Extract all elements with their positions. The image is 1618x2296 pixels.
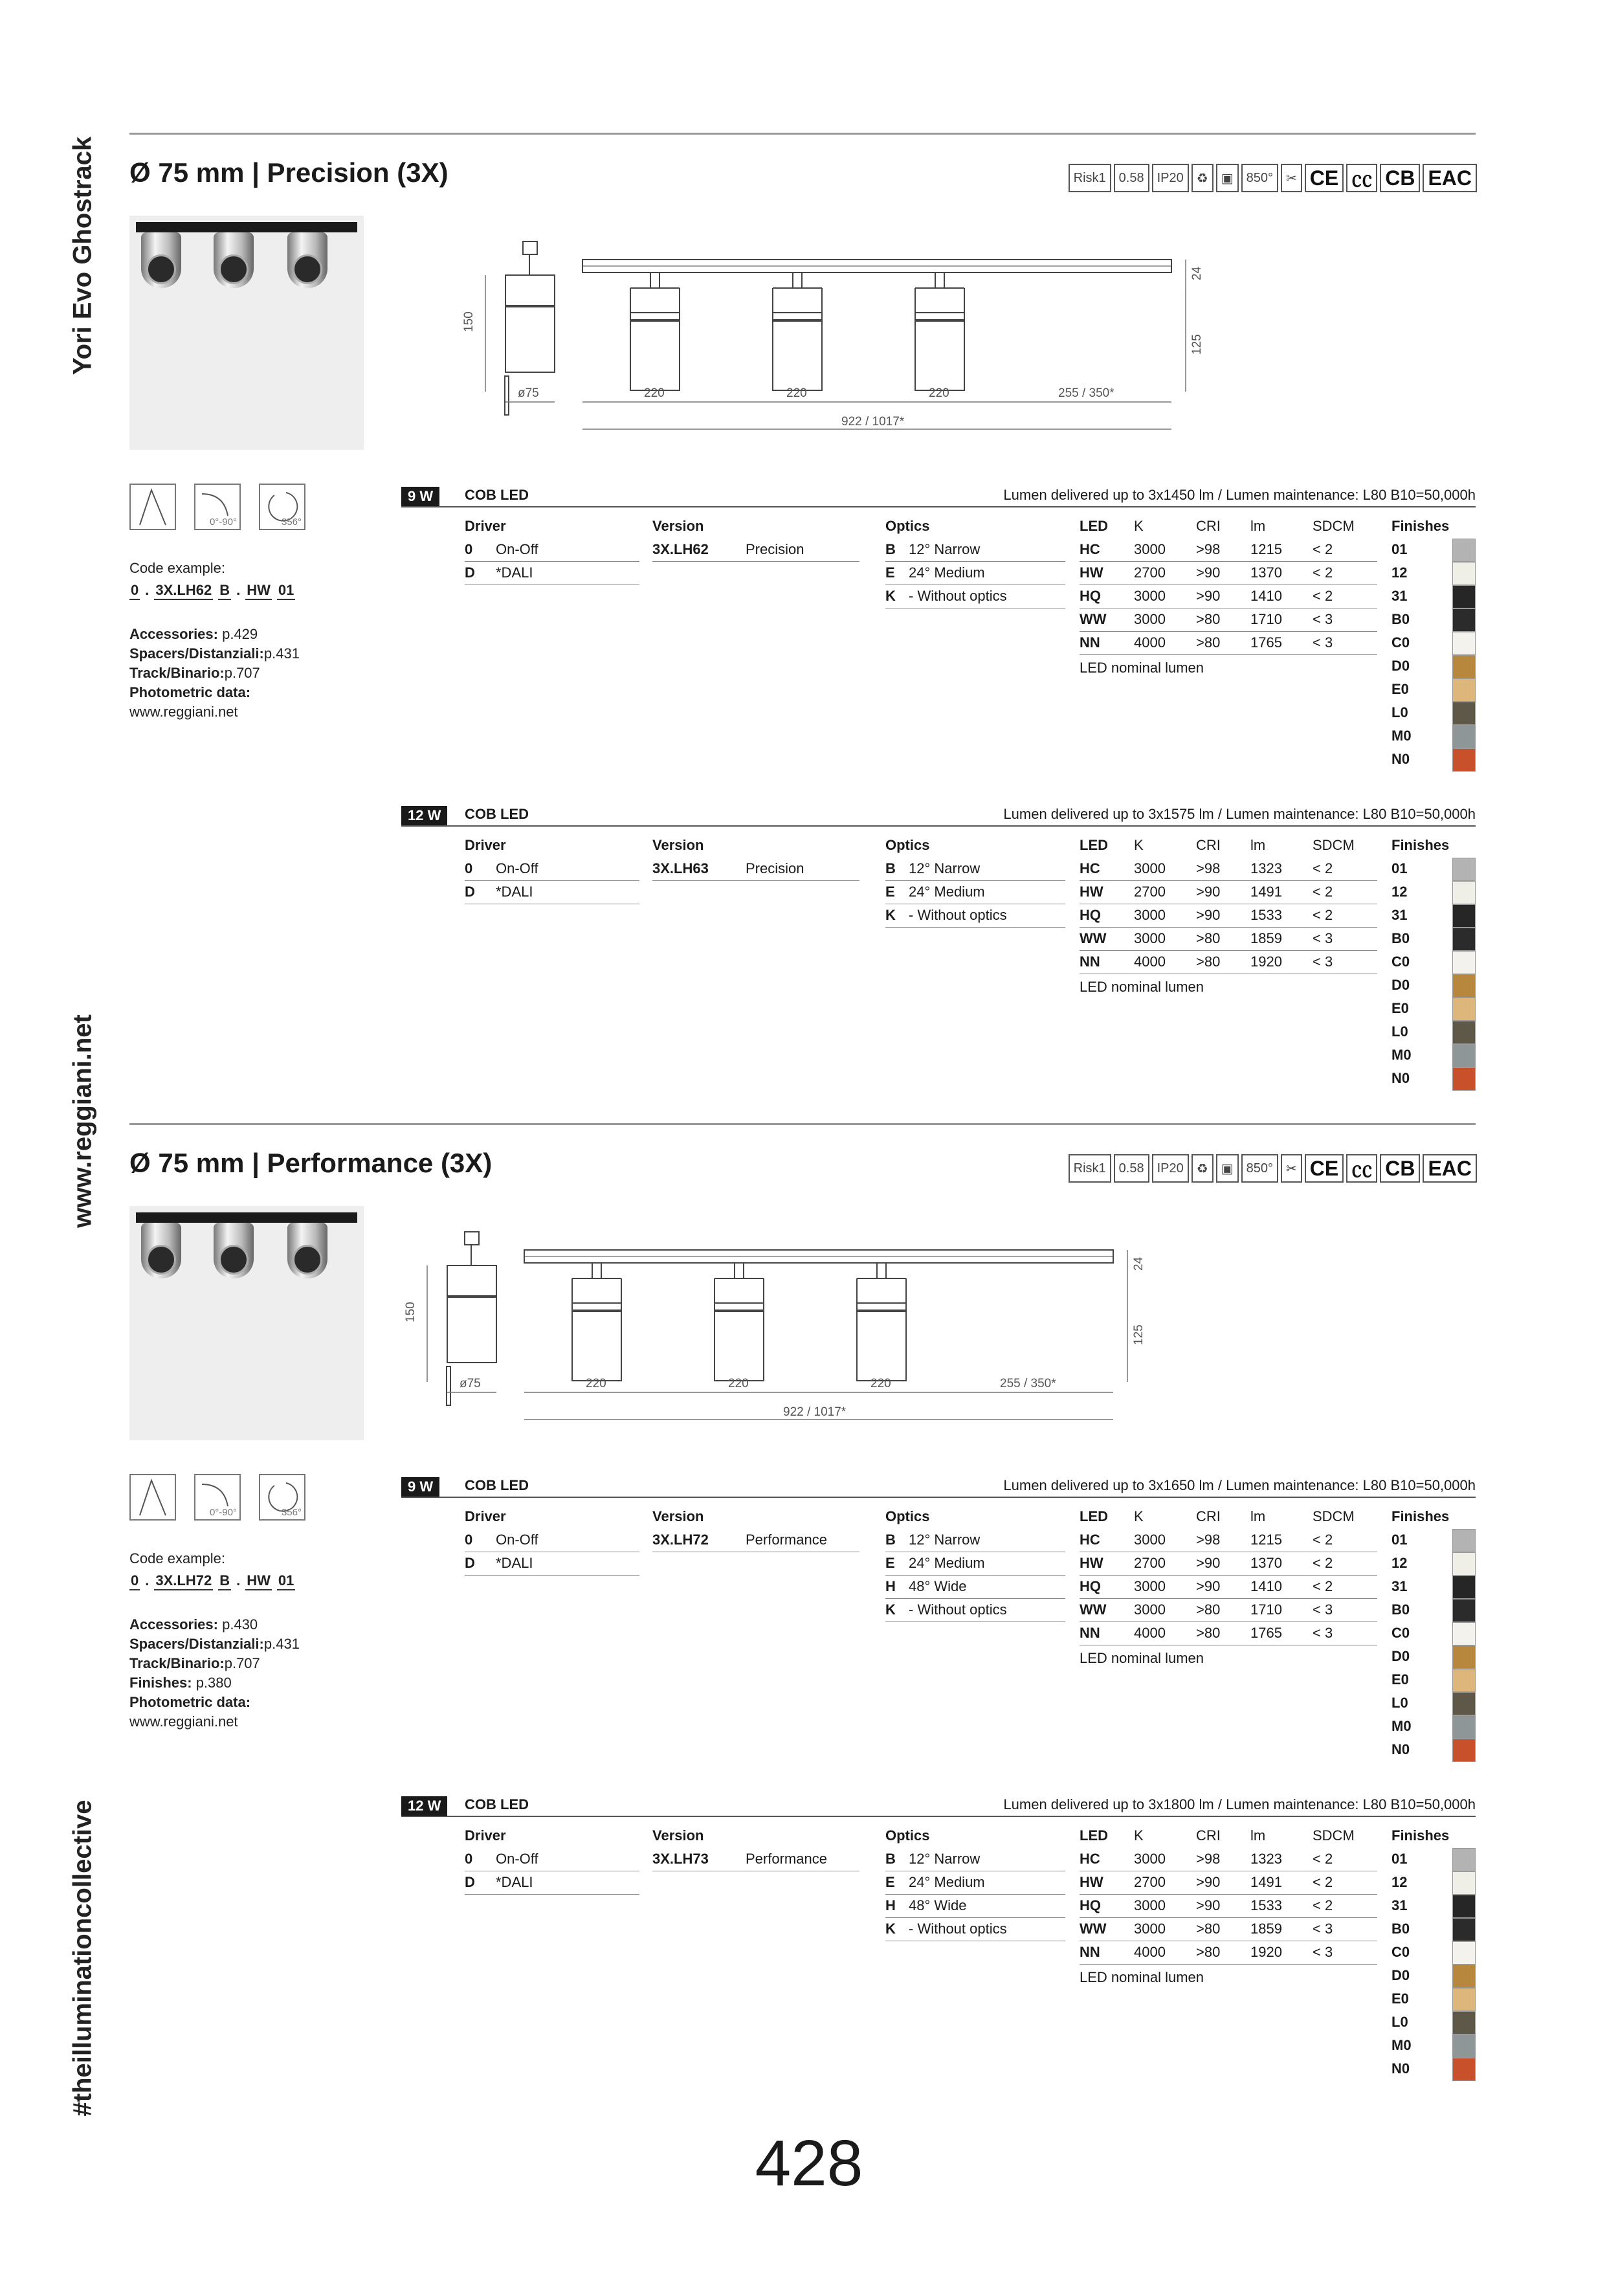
code-part: B <box>218 582 231 600</box>
finishes-column <box>1391 515 1476 772</box>
wattage-badge: 9 W <box>401 487 439 506</box>
led-row: HC 3000 >98 1215 < 2 <box>1080 539 1377 562</box>
optics-header: Optics <box>885 1827 930 1844</box>
finish-row: L0 <box>1391 1692 1476 1715</box>
finish-row: 01 <box>1391 858 1476 881</box>
finish-row: E0 <box>1391 678 1476 702</box>
page-number: 428 <box>755 2127 863 2200</box>
led-row: HQ 3000 >90 1533 < 2 <box>1080 1895 1377 1918</box>
led-row: WW 3000 >80 1859 < 3 <box>1080 1918 1377 1941</box>
beam-icon <box>129 484 176 530</box>
optics-header: Optics <box>885 837 930 853</box>
finish-swatch <box>1452 1739 1476 1762</box>
finish-swatch <box>1452 1692 1476 1715</box>
led-row: HW 2700 >90 1370 < 2 <box>1080 1552 1377 1576</box>
certification-icons <box>1069 164 1477 192</box>
code-part: B <box>218 1572 231 1590</box>
product-section <box>0 1123 1618 2094</box>
finishes-header: Finishes <box>1391 518 1450 534</box>
optics-row: H 48° Wide <box>885 1576 1065 1599</box>
optics-column <box>885 1506 1065 1622</box>
cert-icon: ㏄ <box>1346 1154 1377 1183</box>
finish-swatch <box>1452 904 1476 928</box>
section-title: Ø 75 mm | Performance (3X) <box>129 1148 493 1178</box>
code-part: HW <box>245 582 272 600</box>
cert-icon: 0.58 <box>1114 1154 1149 1183</box>
led-row: HQ 3000 >90 1410 < 2 <box>1080 1576 1377 1599</box>
led-row: NN 4000 >80 1920 < 3 <box>1080 1941 1377 1965</box>
finish-swatch <box>1452 1715 1476 1739</box>
finish-swatch <box>1452 748 1476 772</box>
code-label: Code example: <box>129 560 225 576</box>
cert-icon: CE <box>1305 1154 1344 1183</box>
finish-swatch <box>1452 1941 1476 1965</box>
finish-swatch <box>1452 1669 1476 1692</box>
cert-icon: CE <box>1305 164 1344 192</box>
code-sep: . <box>236 582 241 598</box>
led-column <box>1080 1825 1377 1988</box>
finish-swatch <box>1452 725 1476 748</box>
nominal-note: LED nominal lumen <box>1080 660 1204 676</box>
dim-diameter: ø75 <box>460 1377 481 1390</box>
dim-diameter: ø75 <box>518 386 539 400</box>
driver-row: 0 On-Off <box>465 858 639 881</box>
finish-swatch <box>1452 585 1476 608</box>
led-row: HC 3000 >98 1323 < 2 <box>1080 1848 1377 1871</box>
driver-row: D *DALI <box>465 1552 639 1576</box>
optics-row: E 24° Medium <box>885 562 1065 585</box>
dimension-drawing <box>421 216 1262 462</box>
version-header: Version <box>652 837 704 853</box>
cert-icon: Risk1 <box>1069 164 1111 192</box>
side-url: www.reggiani.net <box>68 1014 97 1228</box>
finish-row: C0 <box>1391 632 1476 655</box>
finishes-column <box>1391 834 1476 1091</box>
led-row: NN 4000 >80 1765 < 3 <box>1080 1622 1377 1645</box>
finish-row: E0 <box>1391 998 1476 1021</box>
cob-label: COB LED <box>465 806 529 822</box>
cert-icon: ✂ <box>1281 1154 1302 1183</box>
led-header: LED K CRI lm SDCM <box>1080 518 1355 534</box>
reference-line: Accessories: p.430 <box>129 1616 258 1633</box>
code-example <box>129 560 295 600</box>
rotate-icon <box>259 1474 305 1521</box>
led-row: NN 4000 >80 1920 < 3 <box>1080 951 1377 974</box>
reference-line: www.reggiani.net <box>129 704 238 720</box>
finish-swatch <box>1452 562 1476 585</box>
optics-row: E 24° Medium <box>885 881 1065 904</box>
led-row: HW 2700 >90 1491 < 2 <box>1080 1871 1377 1895</box>
led-row: NN 4000 >80 1765 < 3 <box>1080 632 1377 655</box>
finish-swatch <box>1452 1918 1476 1941</box>
dim-spacing: 220 <box>586 1377 606 1390</box>
cert-icon: EAC <box>1423 164 1477 192</box>
finish-row: M0 <box>1391 2034 1476 2058</box>
tilt-icon <box>194 484 241 530</box>
wattage-badge: 12 W <box>401 806 447 825</box>
nominal-note: LED nominal lumen <box>1080 1650 1204 1666</box>
version-column <box>652 1506 859 1552</box>
side-title: Yori Evo Ghostrack <box>68 136 97 375</box>
cert-icon: 850° <box>1241 164 1278 192</box>
driver-row: 0 On-Off <box>465 1529 639 1552</box>
dim-spacing: 220 <box>870 1377 891 1390</box>
dim-spacing: 220 <box>728 1377 749 1390</box>
reference-line: Photometric data: <box>129 684 251 700</box>
finish-row: 01 <box>1391 1529 1476 1552</box>
led-column <box>1080 834 1377 998</box>
code-sep: . <box>145 1572 150 1588</box>
nominal-note: LED nominal lumen <box>1080 1969 1204 1985</box>
led-row: HC 3000 >98 1215 < 2 <box>1080 1529 1377 1552</box>
driver-row: 0 On-Off <box>465 1848 639 1871</box>
dim-total: 922 / 1017* <box>783 1405 847 1419</box>
finish-row: 31 <box>1391 585 1476 608</box>
finish-row: E0 <box>1391 1669 1476 1692</box>
led-row: HW 2700 >90 1370 < 2 <box>1080 562 1377 585</box>
dim-height: 150 <box>404 1302 417 1322</box>
finish-row: B0 <box>1391 1599 1476 1622</box>
finish-row: B0 <box>1391 928 1476 951</box>
finish-swatch <box>1452 1067 1476 1091</box>
product-photo <box>129 1206 364 1440</box>
dim-body: 125 <box>1190 334 1204 355</box>
finish-swatch <box>1452 881 1476 904</box>
wattage-table <box>401 805 1476 1096</box>
wattage-table <box>401 485 1476 777</box>
cert-icon: ▣ <box>1216 1154 1239 1183</box>
optics-row: K - Without optics <box>885 904 1065 928</box>
finishes-column <box>1391 1825 1476 2081</box>
finish-swatch <box>1452 928 1476 951</box>
dim-spacing: 220 <box>786 386 807 400</box>
finish-swatch <box>1452 858 1476 881</box>
references <box>129 625 300 722</box>
finish-row: M0 <box>1391 725 1476 748</box>
finish-row: L0 <box>1391 2011 1476 2034</box>
optics-row: B 12° Narrow <box>885 858 1065 881</box>
version-row: 3X.LH72 Performance <box>652 1529 859 1552</box>
divider <box>129 133 1476 135</box>
lumen-note: Lumen delivered up to 3x1800 lm / Lumen maintenance: L80 B10=50,000h <box>1003 1796 1476 1812</box>
driver-row: D *DALI <box>465 881 639 904</box>
spotlight-image <box>287 232 327 288</box>
nominal-note: LED nominal lumen <box>1080 979 1204 995</box>
led-row: HC 3000 >98 1323 < 2 <box>1080 858 1377 881</box>
certification-icons <box>1069 1154 1477 1183</box>
cert-icon: EAC <box>1423 1154 1477 1183</box>
code-part: 0 <box>129 1572 140 1590</box>
references <box>129 1615 300 1732</box>
finish-row: 12 <box>1391 1871 1476 1895</box>
finish-swatch <box>1452 1021 1476 1044</box>
led-header: LED K CRI lm SDCM <box>1080 1508 1355 1524</box>
finish-row: N0 <box>1391 2058 1476 2081</box>
cert-icon: ㏄ <box>1346 164 1377 192</box>
led-row: WW 3000 >80 1710 < 3 <box>1080 1599 1377 1622</box>
code-part: HW <box>245 1572 272 1590</box>
version-column <box>652 1825 859 1871</box>
led-row: HQ 3000 >90 1533 < 2 <box>1080 904 1377 928</box>
finish-row: 31 <box>1391 1895 1476 1918</box>
code-label: Code example: <box>129 1550 225 1566</box>
dim-end: 255 / 350* <box>1000 1377 1056 1390</box>
reference-line: Spacers/Distanziali:p.431 <box>129 1636 300 1652</box>
beam-icon <box>129 1474 176 1521</box>
version-column <box>652 834 859 881</box>
finish-swatch <box>1452 1965 1476 1988</box>
spotlight-image <box>141 232 181 288</box>
rotate-label: 356° <box>281 1507 302 1518</box>
spotlight-image <box>287 1223 327 1278</box>
optics-row: E 24° Medium <box>885 1871 1065 1895</box>
reference-line: Track/Binario:p.707 <box>129 1655 260 1671</box>
divider <box>129 1123 1476 1125</box>
dim-total: 922 / 1017* <box>841 415 905 429</box>
cert-icon: CB <box>1380 164 1420 192</box>
dim-height: 150 <box>462 311 476 332</box>
spotlight-image <box>214 1223 254 1278</box>
version-header: Version <box>652 518 704 534</box>
finish-row: 01 <box>1391 539 1476 562</box>
finish-row: 31 <box>1391 1576 1476 1599</box>
finish-row: 12 <box>1391 1552 1476 1576</box>
finish-swatch <box>1452 1645 1476 1669</box>
finish-swatch <box>1452 655 1476 678</box>
code-part: 01 <box>277 582 295 600</box>
finish-swatch <box>1452 678 1476 702</box>
code-part: 3X.LH62 <box>154 582 213 600</box>
feature-icons <box>129 1474 305 1521</box>
code-example <box>129 1550 295 1590</box>
tilt-icon <box>194 1474 241 1521</box>
rotate-icon <box>259 484 305 530</box>
wattage-badge: 12 W <box>401 1796 447 1816</box>
spotlight-image <box>141 1223 181 1278</box>
lumen-note: Lumen delivered up to 3x1650 lm / Lumen maintenance: L80 B10=50,000h <box>1003 1477 1476 1493</box>
led-column <box>1080 515 1377 678</box>
led-row: WW 3000 >80 1859 < 3 <box>1080 928 1377 951</box>
cert-icon: ♻ <box>1191 164 1214 192</box>
optics-column <box>885 515 1065 608</box>
cert-icon: Risk1 <box>1069 1154 1111 1183</box>
finish-swatch <box>1452 2011 1476 2034</box>
feature-icons <box>129 484 305 530</box>
driver-header: Driver <box>465 837 506 853</box>
optics-row: E 24° Medium <box>885 1552 1065 1576</box>
product-section <box>0 133 1618 1104</box>
cert-icon: ▣ <box>1216 164 1239 192</box>
spotlight-image <box>214 232 254 288</box>
finishes-header: Finishes <box>1391 1827 1450 1844</box>
optics-row: K - Without optics <box>885 1918 1065 1941</box>
driver-row: D *DALI <box>465 562 639 585</box>
reference-line: Accessories: p.429 <box>129 626 258 642</box>
wattage-badge: 9 W <box>401 1477 439 1497</box>
finish-row: D0 <box>1391 1645 1476 1669</box>
finish-swatch <box>1452 1988 1476 2011</box>
dim-rail: 24 <box>1190 266 1204 280</box>
driver-header: Driver <box>465 1827 506 1844</box>
finish-row: C0 <box>1391 951 1476 974</box>
led-header: LED K CRI lm SDCM <box>1080 837 1355 853</box>
version-row: 3X.LH63 Precision <box>652 858 859 881</box>
optics-row: H 48° Wide <box>885 1895 1065 1918</box>
finish-swatch <box>1452 1552 1476 1576</box>
reference-line: Finishes: p.380 <box>129 1675 232 1691</box>
finish-row: L0 <box>1391 1021 1476 1044</box>
cert-icon: ✂ <box>1281 164 1302 192</box>
finish-swatch <box>1452 632 1476 655</box>
driver-header: Driver <box>465 1508 506 1524</box>
cob-label: COB LED <box>465 1796 529 1812</box>
tilt-label: 0°-90° <box>209 1507 237 1518</box>
optics-header: Optics <box>885 1508 930 1524</box>
dim-spacing: 220 <box>929 386 949 400</box>
version-row: 3X.LH62 Precision <box>652 539 859 562</box>
finishes-header: Finishes <box>1391 837 1450 853</box>
finish-row: 31 <box>1391 904 1476 928</box>
wattage-table <box>401 1795 1476 2086</box>
finish-row: M0 <box>1391 1715 1476 1739</box>
dim-body: 125 <box>1132 1324 1146 1345</box>
driver-column <box>465 834 639 904</box>
tilt-label: 0°-90° <box>209 517 237 528</box>
optics-row: K - Without optics <box>885 1599 1065 1622</box>
finish-row: D0 <box>1391 655 1476 678</box>
cob-label: COB LED <box>465 487 529 503</box>
finish-row: D0 <box>1391 1965 1476 1988</box>
finish-swatch <box>1452 1848 1476 1871</box>
finish-swatch <box>1452 1529 1476 1552</box>
finish-swatch <box>1452 2058 1476 2081</box>
driver-column <box>465 515 639 585</box>
finish-row: C0 <box>1391 1622 1476 1645</box>
code-sep: . <box>145 582 150 598</box>
finish-row: B0 <box>1391 608 1476 632</box>
lumen-note: Lumen delivered up to 3x1450 lm / Lumen maintenance: L80 B10=50,000h <box>1003 487 1476 503</box>
side-hashtag: #theilluminationcollective <box>68 1800 97 2117</box>
driver-column <box>465 1825 639 1895</box>
finish-row: C0 <box>1391 1941 1476 1965</box>
section-title: Ø 75 mm | Precision (3X) <box>129 157 449 188</box>
optics-row: K - Without optics <box>885 585 1065 608</box>
rotate-label: 356° <box>281 517 302 528</box>
finish-swatch <box>1452 1895 1476 1918</box>
cert-icon: 850° <box>1241 1154 1278 1183</box>
dim-rail: 24 <box>1132 1256 1146 1271</box>
finish-swatch <box>1452 974 1476 998</box>
finish-swatch <box>1452 951 1476 974</box>
led-row: HQ 3000 >90 1410 < 2 <box>1080 585 1377 608</box>
driver-header: Driver <box>465 518 506 534</box>
optics-row: B 12° Narrow <box>885 1529 1065 1552</box>
version-column <box>652 515 859 562</box>
reference-line: Track/Binario:p.707 <box>129 665 260 681</box>
finish-row: B0 <box>1391 1918 1476 1941</box>
driver-row: 0 On-Off <box>465 539 639 562</box>
finish-row: 12 <box>1391 881 1476 904</box>
reference-line: www.reggiani.net <box>129 1713 238 1730</box>
dimension-drawing <box>362 1206 1204 1452</box>
version-row: 3X.LH73 Performance <box>652 1848 859 1871</box>
optics-row: B 12° Narrow <box>885 1848 1065 1871</box>
finish-row: N0 <box>1391 748 1476 772</box>
cert-icon: 0.58 <box>1114 164 1149 192</box>
optics-header: Optics <box>885 518 930 534</box>
cert-icon: ♻ <box>1191 1154 1214 1183</box>
finish-row: D0 <box>1391 974 1476 998</box>
version-header: Version <box>652 1827 704 1844</box>
code-part: 01 <box>277 1572 295 1590</box>
optics-column <box>885 1825 1065 1941</box>
optics-column <box>885 834 1065 928</box>
optics-row: B 12° Narrow <box>885 539 1065 562</box>
lumen-note: Lumen delivered up to 3x1575 lm / Lumen maintenance: L80 B10=50,000h <box>1003 806 1476 822</box>
product-photo <box>129 216 364 450</box>
led-column <box>1080 1506 1377 1669</box>
finish-row: 01 <box>1391 1848 1476 1871</box>
code-sep: . <box>236 1572 241 1588</box>
dim-spacing: 220 <box>644 386 665 400</box>
driver-row: D *DALI <box>465 1871 639 1895</box>
cert-icon: IP20 <box>1152 1154 1189 1183</box>
reference-line: Spacers/Distanziali:p.431 <box>129 645 300 662</box>
finish-row: L0 <box>1391 702 1476 725</box>
finish-row: 12 <box>1391 562 1476 585</box>
dim-end: 255 / 350* <box>1058 386 1114 400</box>
finish-swatch <box>1452 608 1476 632</box>
wattage-table <box>401 1476 1476 1767</box>
finish-swatch <box>1452 539 1476 562</box>
code-part: 3X.LH72 <box>154 1572 213 1590</box>
cert-icon: IP20 <box>1152 164 1189 192</box>
cert-icon: CB <box>1380 1154 1420 1183</box>
finish-swatch <box>1452 1871 1476 1895</box>
driver-column <box>465 1506 639 1576</box>
led-row: WW 3000 >80 1710 < 3 <box>1080 608 1377 632</box>
finish-swatch <box>1452 1622 1476 1645</box>
finishes-header: Finishes <box>1391 1508 1450 1524</box>
finish-row: N0 <box>1391 1067 1476 1091</box>
finish-swatch <box>1452 2034 1476 2058</box>
cob-label: COB LED <box>465 1477 529 1493</box>
code-part: 0 <box>129 582 140 600</box>
led-row: HW 2700 >90 1491 < 2 <box>1080 881 1377 904</box>
version-header: Version <box>652 1508 704 1524</box>
finish-swatch <box>1452 702 1476 725</box>
led-header: LED K CRI lm SDCM <box>1080 1827 1355 1844</box>
finish-row: N0 <box>1391 1739 1476 1762</box>
finish-row: M0 <box>1391 1044 1476 1067</box>
finish-swatch <box>1452 1599 1476 1622</box>
finish-swatch <box>1452 1576 1476 1599</box>
finishes-column <box>1391 1506 1476 1762</box>
finish-swatch <box>1452 998 1476 1021</box>
finish-row: E0 <box>1391 1988 1476 2011</box>
finish-swatch <box>1452 1044 1476 1067</box>
reference-line: Photometric data: <box>129 1694 251 1710</box>
